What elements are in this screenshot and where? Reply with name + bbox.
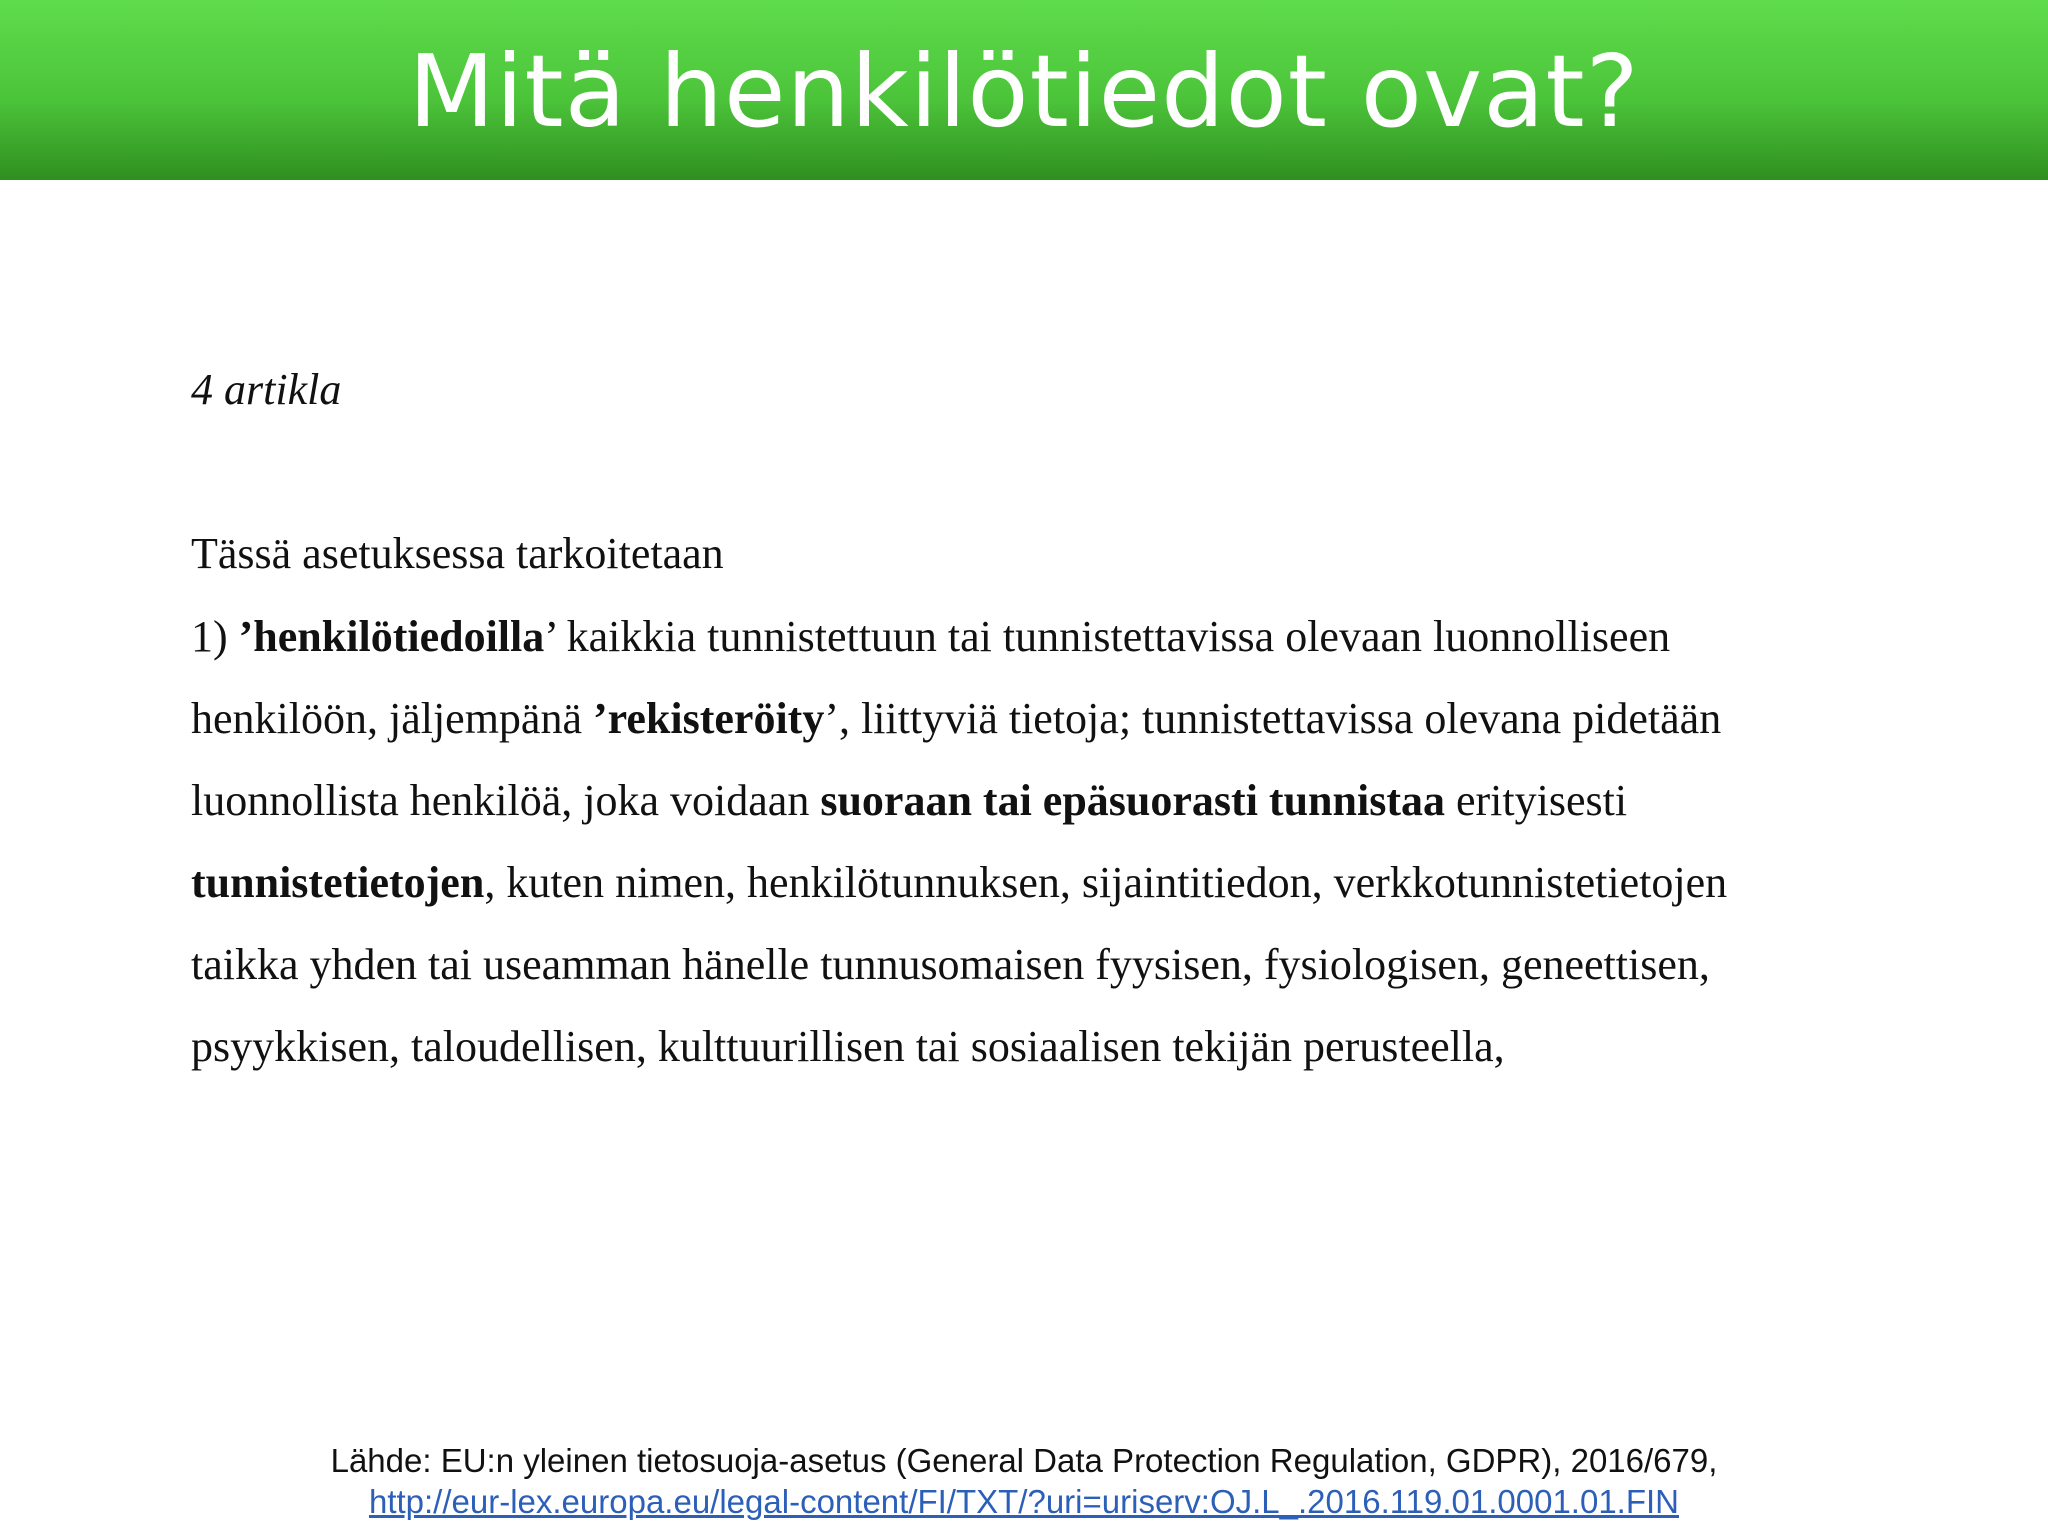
definition-text: erityisesti xyxy=(1445,776,1628,825)
slide-title: Mitä henkilötiedot ovat? xyxy=(408,33,1640,150)
source-citation xyxy=(0,1440,2048,1522)
term-tunnistaa: suoraan tai epäsuorasti tunnistaa xyxy=(820,776,1445,825)
definition-line-5: taikka yhden tai useamman hänelle tunnusomaisen fyysisen, fysiologisen, geneettisen, xyxy=(191,940,1710,989)
definition-line-1 xyxy=(191,596,1891,678)
definition-text: ’ kaikkia tunnistettuun tai tunnistettavissa olevaan luonnolliseen xyxy=(544,612,1671,661)
definition-text: , kuten nimen, henkilötunnuksen, sijaintitiedon, verkkotunnistetietojen xyxy=(484,858,1728,907)
source-text: Lähde: EU:n yleinen tietosuoja-asetus (General Data Protection Regulation, GDPR), 2016/679, xyxy=(330,1442,1718,1479)
definition-paragraph xyxy=(191,596,1891,1088)
definition-line-4 xyxy=(191,842,1891,924)
definition-text: 1) xyxy=(191,612,239,661)
article-label: 4 artikla xyxy=(191,365,342,414)
definition-text: luonnollista henkilöä, joka voidaan xyxy=(191,776,821,825)
intro-line: Tässä asetuksessa tarkoitetaan xyxy=(191,529,724,578)
definition-line-6: psyykkisen, taloudellisen, kulttuurillisen tai sosiaalisen tekijän perusteella, xyxy=(191,1022,1505,1071)
term-rekisteroity: ’rekisteröity xyxy=(593,694,825,743)
definition-line-2 xyxy=(191,678,1891,760)
definition-text: ’, liittyviä tietoja; tunnistettavissa olevana pidetään xyxy=(824,694,1722,743)
definition-line-3 xyxy=(191,760,1891,842)
term-tunnistetietojen: tunnistetietojen xyxy=(191,858,485,907)
term-henkilotiedoilla: ’henkilötiedoilla xyxy=(238,612,545,661)
definition-text: henkilöön, jäljempänä xyxy=(191,694,593,743)
source-link[interactable]: http://eur-lex.europa.eu/legal-content/FI/TXT/?uri=uriserv:OJ.L_.2016.119.01.0001.01.FIN xyxy=(368,1483,1680,1520)
